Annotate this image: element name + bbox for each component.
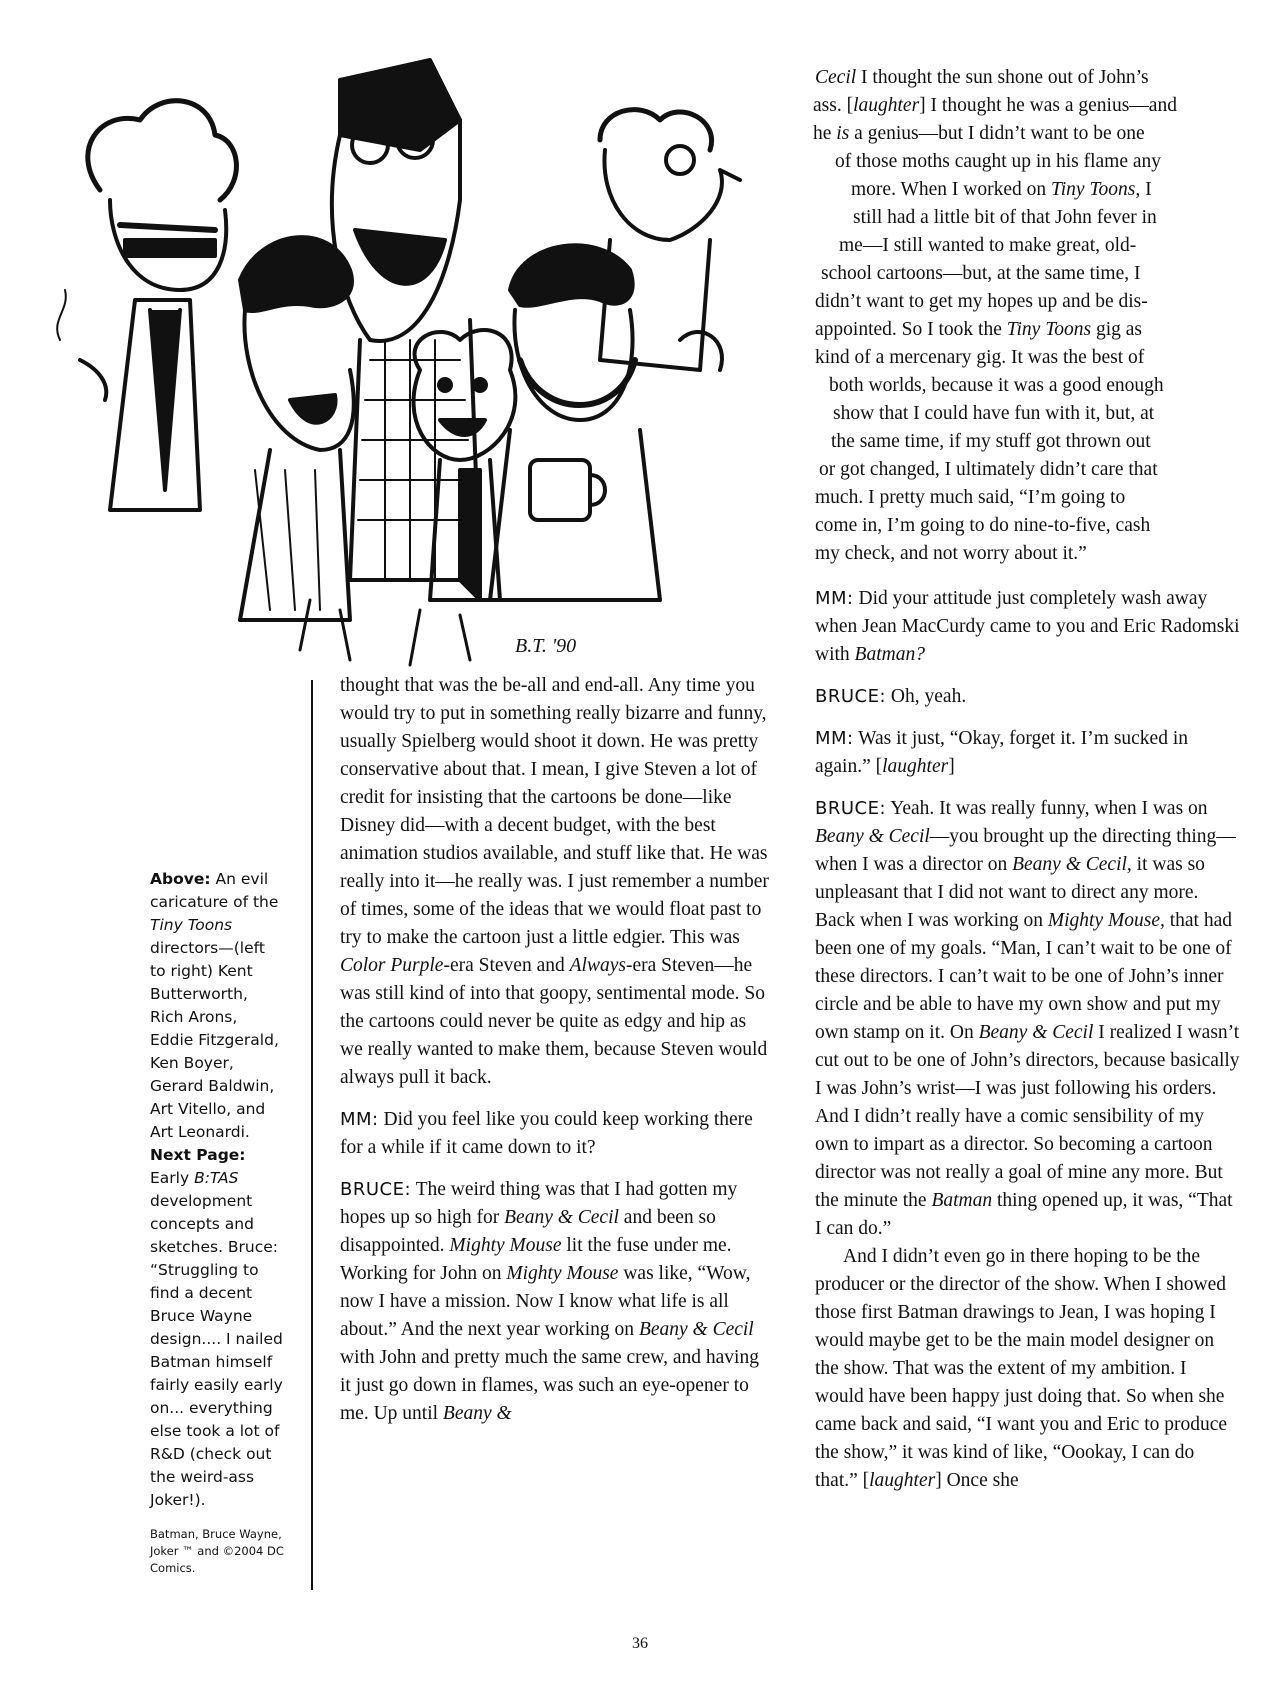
text-line: come in, I’m going to do nine-to-five, cash — [815, 515, 1151, 536]
text-line: of those moths caught up in his flame any — [835, 151, 1162, 172]
paragraph: BRUCE: Oh, yeah. — [815, 686, 967, 707]
paragraph: thought that was the be-all and end-all. Any time you would try to put in something really bizarre and funny, usually Spielberg would shoot it down. He was pretty conservative about that. I mean, I give Steven a lot of credit for insisting that the cartoons be done—like Disney did—with a decent budget, with the best animation studios available, and stuff like that. He was really into it—he really was. I just remember a number of times, some of the ideas that we would float past to try to make the cartoon just a little edgier. This was Color Purple-era Steven and Always-era Steven—he was still kind of into that goopy, sentimental mode. So the cartoons could never be quite as edgy and hip as we really wanted to make them, because Steven would always pull it back. — [340, 675, 769, 1088]
artist-signature: B.T. '90 — [515, 635, 577, 657]
figure-dark-hair — [240, 237, 354, 620]
text-line: me—I still wanted to make great, old- — [839, 235, 1137, 256]
text-line: more. When I worked on Tiny Toons, I — [851, 179, 1152, 200]
caption-next-page: Next Page: Early B:TAS development concepts and sketches. Bruce: “Struggling to find a decent Bruce Wayne design.... I nailed Batman himself fairly easily early on... everything else took a lot of R&D (check out the weird-ass Joker!). — [150, 1146, 283, 1509]
figure-bearded — [490, 245, 660, 600]
text-line: still had a little bit of that John fever in — [853, 207, 1157, 228]
text-line: show that I could have fun with it, but, at — [833, 403, 1155, 424]
paragraph: And I didn’t even go in there hoping to be the producer or the director of the show. When I showed those first Batman drawings to Jean, I was hoping I would maybe get to be the main model designer on the show. That was the extent of my ambition. I would have been happy just doing that. So when she came back and said, “I want you and Eric to produce the show,” it was kind of like, “Oookay, I can do that.” [laughter] Once she — [815, 1246, 1228, 1491]
text-line: Cecil I thought the sun shone out of John’s — [815, 67, 1149, 88]
figure-left — [57, 101, 236, 510]
text-line: didn’t want to get my hopes up and be dis- — [815, 291, 1148, 312]
image-caption — [150, 868, 285, 1577]
figure-right — [600, 110, 740, 370]
text-line: kind of a mercenary gig. It was the best of — [815, 347, 1145, 368]
right-column-bottom — [815, 585, 1240, 1495]
copyright-credit: Batman, Bruce Wayne, Joker ™ and ©2004 DC Comics. — [150, 1527, 284, 1575]
middle-column — [340, 672, 770, 1428]
paragraph: MM: Did you feel like you could keep working there for a while if it came down to it? — [340, 1109, 753, 1158]
caption-above: Above: An evil caricature of the Tiny Toons directors—(left to right) Kent Butterworth, Rich Arons, Eddie Fitzgerald, Ken Boyer, Gerard Baldwin, Art Vitello, and Art Leonardi. — [150, 870, 279, 1141]
paragraph: BRUCE: The weird thing was that I had gotten my hopes up so high for Beany & Cecil and been so disappointed. Mighty Mouse lit the fuse under me. Working for John on Mighty Mouse was like, “Wow, now I have a mission. Now I know what life is all about.” And the next year working on Beany & Cecil with John and pretty much the same crew, and having it just go down in flames, was such an eye-opener to me. Up until Beany & — [340, 1179, 759, 1424]
text-line: appointed. So I took the Tiny Toons gig as — [815, 319, 1143, 340]
paragraph: MM: Did your attitude just completely wash away when Jean MacCurdy came to you and Eric Radomski with Batman? — [815, 588, 1240, 665]
text-line: both worlds, because it was a good enough — [829, 375, 1164, 396]
page-number: 36 — [632, 1635, 648, 1652]
text-line: ass. [laughter] I thought he was a genius—and — [813, 95, 1177, 116]
paragraph: MM: Was it just, “Okay, forget it. I’m sucked in again.” [laughter] — [815, 728, 1189, 777]
right-column-top — [815, 64, 1235, 568]
caricature-illustration — [40, 40, 780, 700]
column-divider — [311, 680, 313, 1590]
paragraph: BRUCE: Yeah. It was really funny, when I was on Beany & Cecil—you brought up the directing thing—when I was a director on Beany & Cecil, it was so unpleasant that I did not want to direct any more. Back when I was working on Mighty Mouse, that had been one of my goals. “Man, I can’t wait to be one of these directors. I can’t wait to be one of John’s inner circle and be able to have my own show and put my own stamp on it. On Beany & Cecil I realized I wasn’t cut out to be one of John’s directors, because basically I was John’s wrist—I was just following his orders. And I didn’t really have a comic sensibility of my own to impart as a director. So becoming a cartoon director was not really a goal of mine any more. But the minute the Batman thing opened up, it was, “That I can do.” — [815, 798, 1240, 1239]
text-line: my check, and not worry about it.” — [815, 543, 1087, 564]
text-line: or got changed, I ultimately didn’t care that — [819, 459, 1158, 480]
text-line: school cartoons—but, at the same time, I — [821, 263, 1141, 284]
text-line: the same time, if my stuff got thrown out — [831, 431, 1151, 452]
figure-small — [414, 330, 516, 600]
text-line: he is a genius—but I didn’t want to be one — [813, 123, 1145, 144]
figure-tall — [332, 60, 480, 580]
text-line: much. I pretty much said, “I’m going to — [815, 487, 1126, 508]
